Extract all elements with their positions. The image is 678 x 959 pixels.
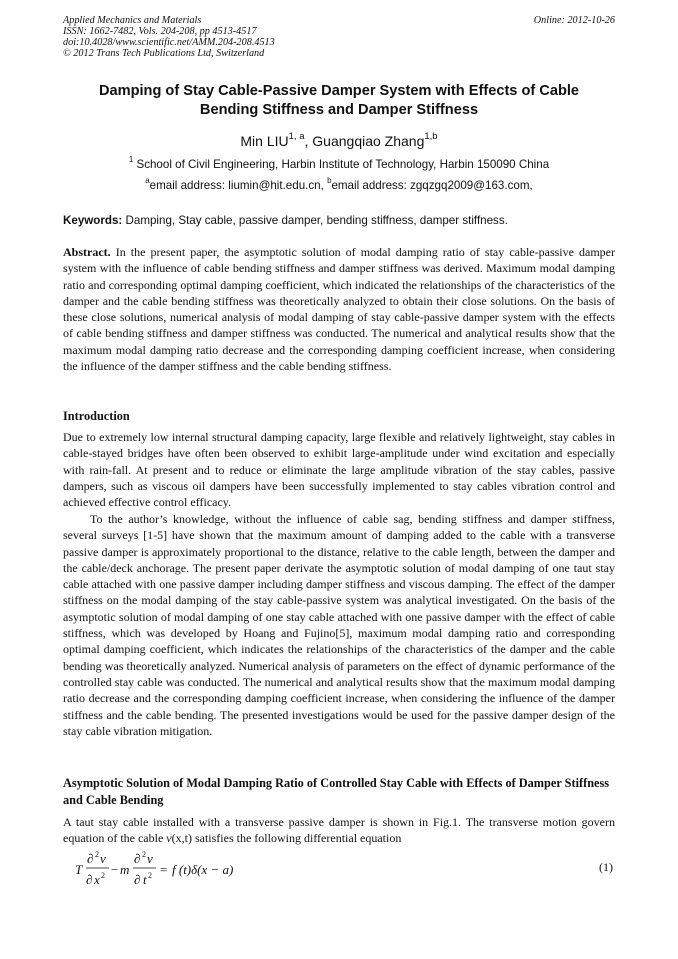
email-b: email address: zgqzgq2009@163.com, (331, 179, 533, 192)
intro-para-2-text: To the author’s knowledge, without the influence of cable sag, bending stiffness and damper stiffness, several surveys [1-5] have shown that the maximum amount of damping added to the cable with a transverse passive damper is approximately proportional to the distance, relative to the cable length, between the damper and the cable/deck anchorage. The present paper derivate the asymptotic solution of modal damping of one taut stay cable attached with one passive damper including damper stiffness and viscous damping. The effect of the damper stiffness on the modal damping of the stay cable-passive system was analytical investigated. On the basis of the asymptotic solution of modal damping of one stay cable attached with one passive damper with the effect of cable stiffness, which was developed by Hoang and Fujino[5], maximum modal damping ratio and corresponding optimal damping coefficient, which indicates the relationships of the characteristics of the damper and the cable bending was theoretically analyzed. Numerical analysis of parameters on the effect of dynamic performance of the controlled stay cable was conducted. The numerical and analytical results show that the maximum modal damping ratio decrease and the corresponding damping coefficient increase, when considering the influence of the damper stiffness and the cable bending. The presented investigations would be used for the passive damper design of the stay cable vibration mitigation. (63, 512, 615, 738)
eq-v-2: v (147, 851, 153, 866)
eq-m: m (120, 862, 130, 877)
issn-line: ISSN: 1662-7482, Vols. 204-208, pp 4513-4517 (63, 26, 257, 37)
eq-exp-num-2: 2 (142, 850, 146, 859)
paper-title (63, 82, 615, 120)
section-heading: Asymptotic Solution of Modal Damping Ratio of Controlled Stay Cable with Effects of Damper Stiffness and Cable Bending (63, 776, 610, 807)
abstract-label: Abstract. (63, 245, 111, 259)
keywords (63, 213, 615, 228)
keywords-label: Keywords: (63, 214, 123, 227)
eq-exp-den-2: 2 (148, 871, 152, 880)
copyright-line: © 2012 Trans Tech Publications Ltd, Switzerland (63, 48, 265, 59)
eq-equals: = (160, 862, 168, 877)
section-text-after: satisfies the following differential equation (191, 831, 402, 846)
eq-v-1: v (100, 851, 106, 866)
section-var-args: (x,t) (171, 831, 192, 846)
affiliation-text: School of Civil Engineering, Harbin Institute of Technology, Harbin 150090 China (133, 158, 550, 171)
section-text-before: A taut stay cable installed with a transverse passive damper is shown in Fig.1. The transverse motion govern equation of the cable (63, 815, 615, 846)
eq-rhs: f (t)δ(x − a) (172, 862, 234, 877)
eq-T: T (75, 862, 83, 877)
equation-1 (63, 846, 615, 896)
title-line-2: Bending Stiffness and Damper Stiffness (199, 102, 479, 118)
author-2: Guangqiao Zhang (312, 133, 425, 149)
eq-exp-num-1: 2 (95, 850, 99, 859)
abstract-text: In the present paper, the asymptotic solution of modal damping ratio of stay cable-passive damper system with the influence of cable bending stiffness and damper stiffness was derived. Maximum modal damping ratio and corresponding optimal damping coefficient, which indicated the relationships of the characteristics of the damper and the cable bending stiffness was theoretically analyzed to obtain their close solutions. On the basis of these close solutions, numerical analysis of modal damping of stay cable-passive damper system with the effects of cable bending stiffness and damper stiffness was conducted. The numerical and analytical results show that the maximum modal damping ratio decrease and the corresponding damping coefficient increase, when considering the influence of the damper stiffness and the cable bending stiffness. (63, 245, 615, 374)
keywords-text: Damping, Stay cable, passive damper, bending stiffness, damper stiffness. (122, 214, 508, 227)
authors (63, 132, 615, 150)
journal-name: Applied Mechanics and Materials (63, 15, 202, 26)
eq-exp-den-1: 2 (101, 871, 105, 880)
introduction-paragraph-2 (63, 511, 615, 739)
eq-t: t (143, 872, 147, 887)
section-var-v: v (166, 831, 172, 846)
affiliation-sup: 1 (128, 154, 134, 164)
intro-para-1-text: Due to extremely low internal structural damping capacity, large flexible and relatively lightweight, stay cables in cable-stayed bridges have often been observed to exhibit large-amplitude under wind excitation and especially with rain-fall. At present and to reduce or eliminate the large amplitude vibration of the stay cables, passive dampers, such as viscous oil dampers have been successfully implemented to stay cables vibration control and achieved effective control efficacy. (63, 430, 615, 510)
introduction-paragraph-1 (63, 429, 615, 510)
email-a-sup: a (145, 175, 150, 185)
author-1-sup: 1, a (288, 130, 305, 142)
introduction-heading: Introduction (63, 409, 130, 423)
journal-header (63, 15, 615, 59)
eq-minus: − (111, 862, 119, 877)
title-line-1: Damping of Stay Cable-Passive Damper System with Effects of Cable (98, 83, 580, 99)
eq-partial-num-1: ∂ (87, 851, 94, 866)
author-2-sup: 1,b (424, 130, 438, 142)
author-separator: , (304, 133, 313, 149)
eq-partial-den-2: ∂ (134, 872, 141, 887)
eq-partial-den-1: ∂ (86, 872, 93, 887)
equation-number: (1) (599, 860, 613, 874)
author-1: Min LIU (240, 133, 289, 149)
abstract (63, 244, 615, 374)
eq-partial-num-2: ∂ (134, 851, 141, 866)
eq-x: x (94, 872, 100, 887)
equation-graphic (63, 846, 323, 896)
doi-line: doi:10.4028/www.scientific.net/AMM.204-208.4513 (63, 37, 275, 48)
email-addresses (63, 175, 615, 193)
affiliation (63, 154, 615, 172)
email-a: email address: liumin@hit.edu.cn, (149, 179, 328, 192)
section-body (63, 814, 615, 847)
online-date: Online: 2012-10-26 (533, 15, 615, 26)
email-b-sup: b (327, 175, 332, 185)
